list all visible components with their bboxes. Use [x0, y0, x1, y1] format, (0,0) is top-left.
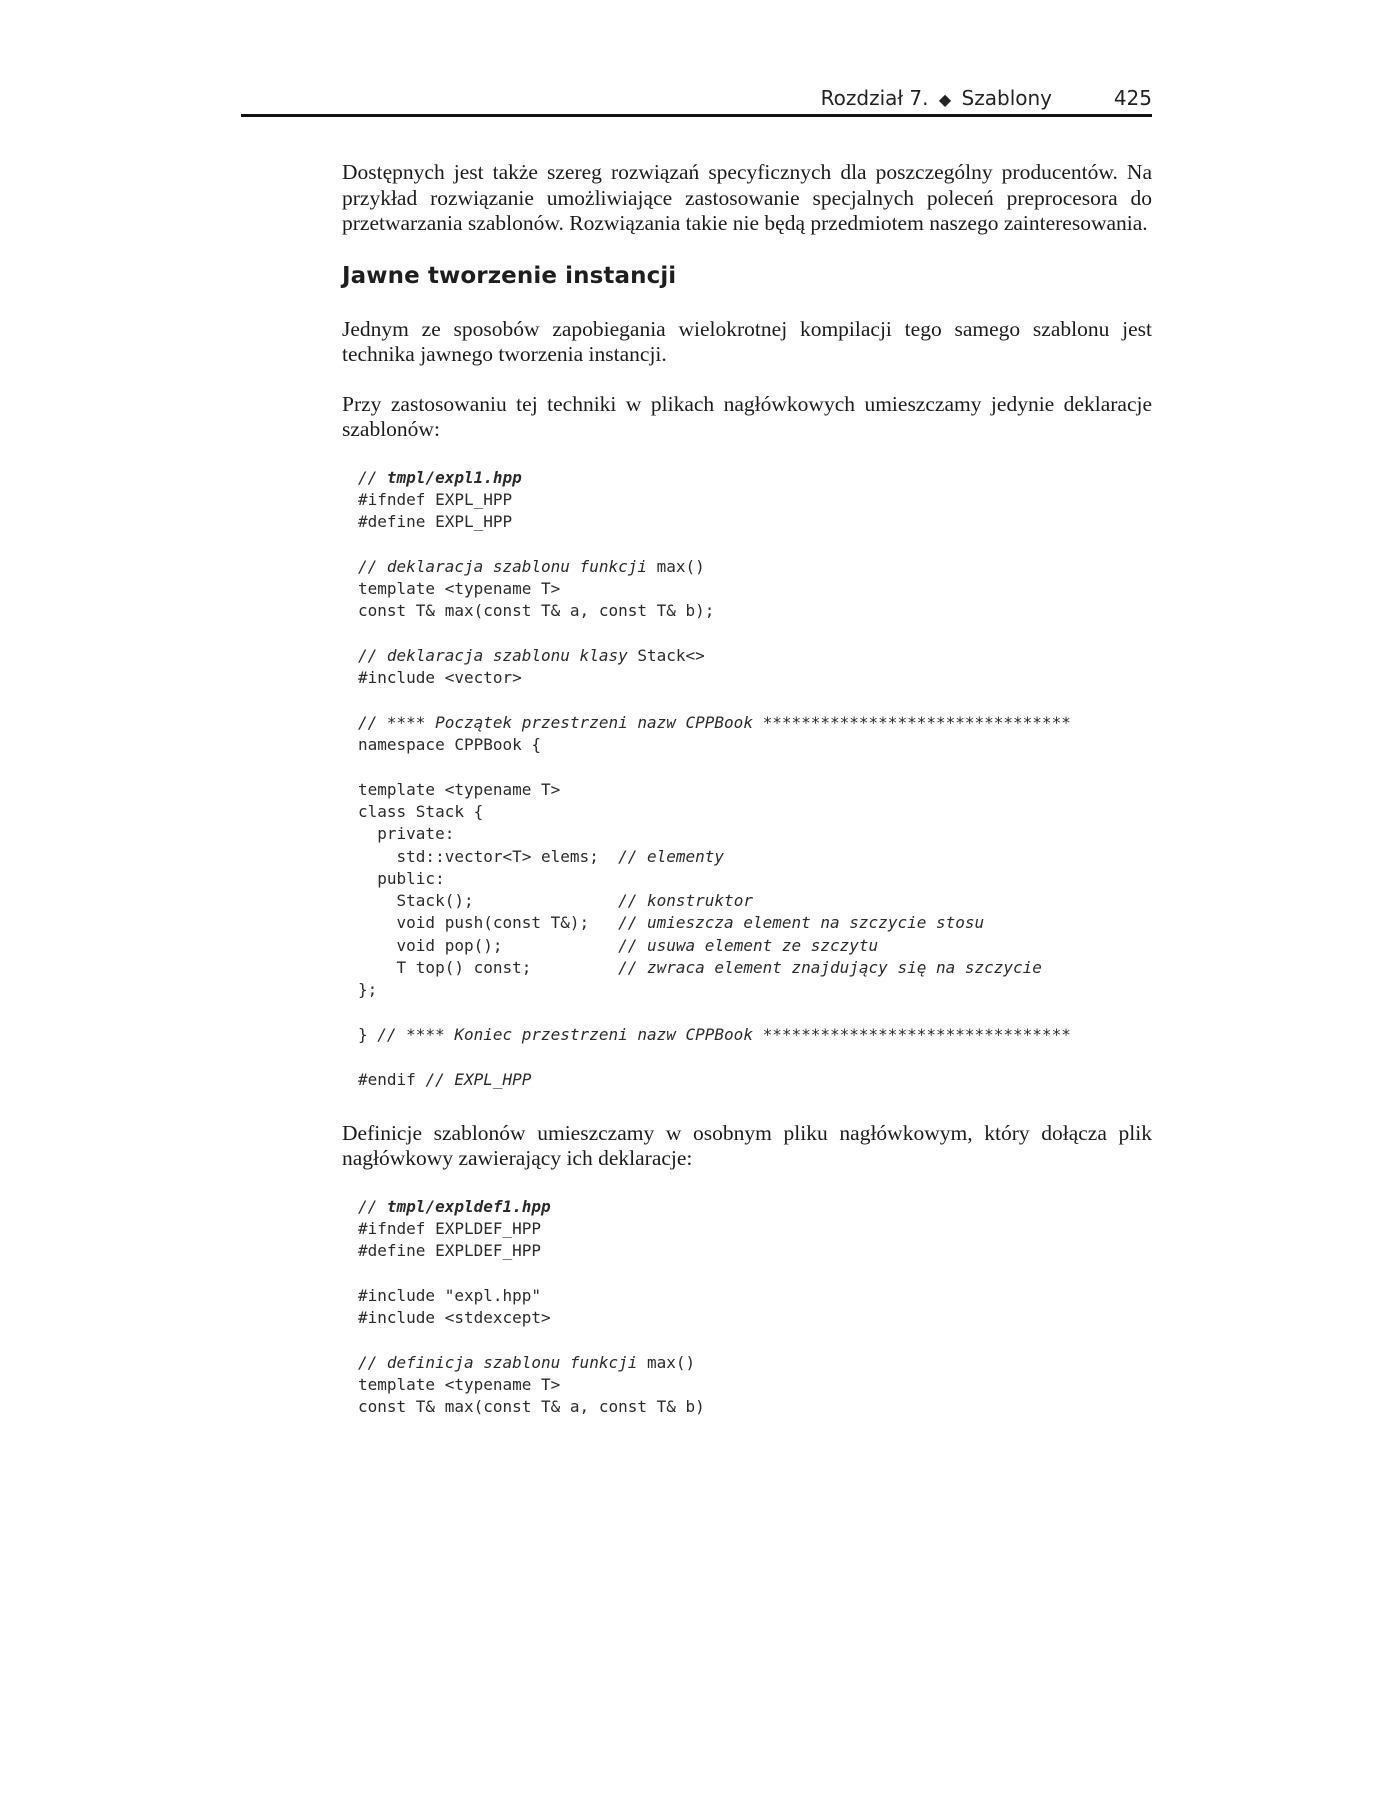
code-line: const T& max(const T& a, const T& b) — [358, 1397, 705, 1417]
code-listing-expldef1 — [358, 1196, 1152, 1419]
code-line: std::vector<T> elems; // elementy — [358, 846, 725, 866]
code-line: } // **** Koniec przestrzeni nazw CPPBook ******************************** — [358, 1024, 1071, 1044]
code-line: public: — [358, 868, 445, 888]
code-blank-line — [358, 1046, 1152, 1068]
code-line: #include "expl.hpp" — [358, 1286, 542, 1305]
code-line: Stack(); // konstruktor — [358, 891, 753, 911]
code-line: #endif // EXPL_HPP — [358, 1069, 532, 1089]
paragraph-declarations: Przy zastosowaniu tej techniki w plikach nagłówkowych umieszczamy jedynie deklaracje szablonów: — [342, 391, 1152, 441]
code-listing-expl1 — [358, 467, 1152, 1091]
code-line: void push(const T&); // umieszcza element na szczycie stosu — [358, 913, 985, 933]
code-line: // deklaracja szablonu klasy Stack<> — [358, 645, 705, 665]
code-line: // deklaracja szablonu funkcji max() — [358, 556, 705, 576]
code-line: #include <stdexcept> — [358, 1308, 551, 1328]
code-line: template <typename T> — [358, 578, 561, 598]
code-line: #ifndef EXPL_HPP — [358, 489, 513, 509]
section-label: Szablony — [961, 86, 1052, 110]
code-blank-line — [358, 1002, 1152, 1024]
code-blank-line — [358, 756, 1152, 778]
code-blank-line — [358, 689, 1152, 711]
diamond-icon: ◆ — [938, 90, 952, 109]
page-body — [342, 160, 1152, 1449]
code-blank-line — [358, 1330, 1152, 1352]
paragraph-definitions: Definicje szablonów umieszczamy w osobnym pliku nagłówkowym, który dołącza plik nagłówkowy zawierający ich deklaracje: — [342, 1120, 1152, 1171]
code-line: #include <vector> — [358, 668, 522, 688]
code-line: private: — [358, 824, 455, 844]
code-line: // **** Początek przestrzeni nazw CPPBook ******************************** — [358, 712, 1071, 732]
code-line: #define EXPLDEF_HPP — [358, 1241, 542, 1261]
code-blank-line — [358, 533, 1152, 555]
chapter-label: Rozdział 7. — [820, 86, 929, 110]
code-blank-line — [358, 1263, 1152, 1285]
code-line: // definicja szablonu funkcji max() — [358, 1352, 696, 1372]
code-blank-line — [358, 623, 1152, 645]
paragraph-technique: Jednym ze sposobów zapobiegania wielokrotnej kompilacji tego samego szablonu jest technika jawnego tworzenia instancji. — [342, 316, 1152, 366]
code-line: class Stack { — [358, 801, 484, 821]
code-filename: tmpl/expl1.hpp — [386, 467, 522, 487]
code-line: namespace CPPBook { — [358, 735, 542, 755]
code-line: const T& max(const T& a, const T& b); — [358, 601, 715, 621]
code-line: #ifndef EXPLDEF_HPP — [358, 1219, 542, 1239]
code-line: // tmpl/expldef1.hpp — [358, 1196, 551, 1216]
section-heading: Jawne tworzenie instancji — [342, 262, 677, 289]
code-line: template <typename T> — [358, 779, 561, 799]
chapter-title — [821, 86, 1052, 110]
paragraph-intro: Dostępnych jest także szereg rozwiązań specyficznych dla poszczególny producentów. Na przykład rozwiązanie umożliwiające zastosowanie specjalnych poleceń preprocesora do przetwarzania szablonów. Rozwiązania takie nie będą przedmiotem naszego zainteresowania. — [342, 160, 1152, 235]
code-line: #define EXPL_HPP — [358, 512, 513, 532]
code-filename: tmpl/expldef1.hpp — [386, 1196, 551, 1216]
code-line: }; — [358, 980, 378, 1000]
code-line: template <typename T> — [358, 1375, 561, 1395]
header-rule — [241, 114, 1152, 117]
code-line: void pop(); // usuwa element ze szczytu — [358, 935, 879, 955]
page-number: 425 — [1113, 86, 1152, 110]
code-line: T top() const; // zwraca element znajdujący się na szczycie — [358, 958, 1042, 978]
code-line: // tmpl/expl1.hpp — [358, 467, 522, 487]
running-header — [241, 84, 1152, 114]
